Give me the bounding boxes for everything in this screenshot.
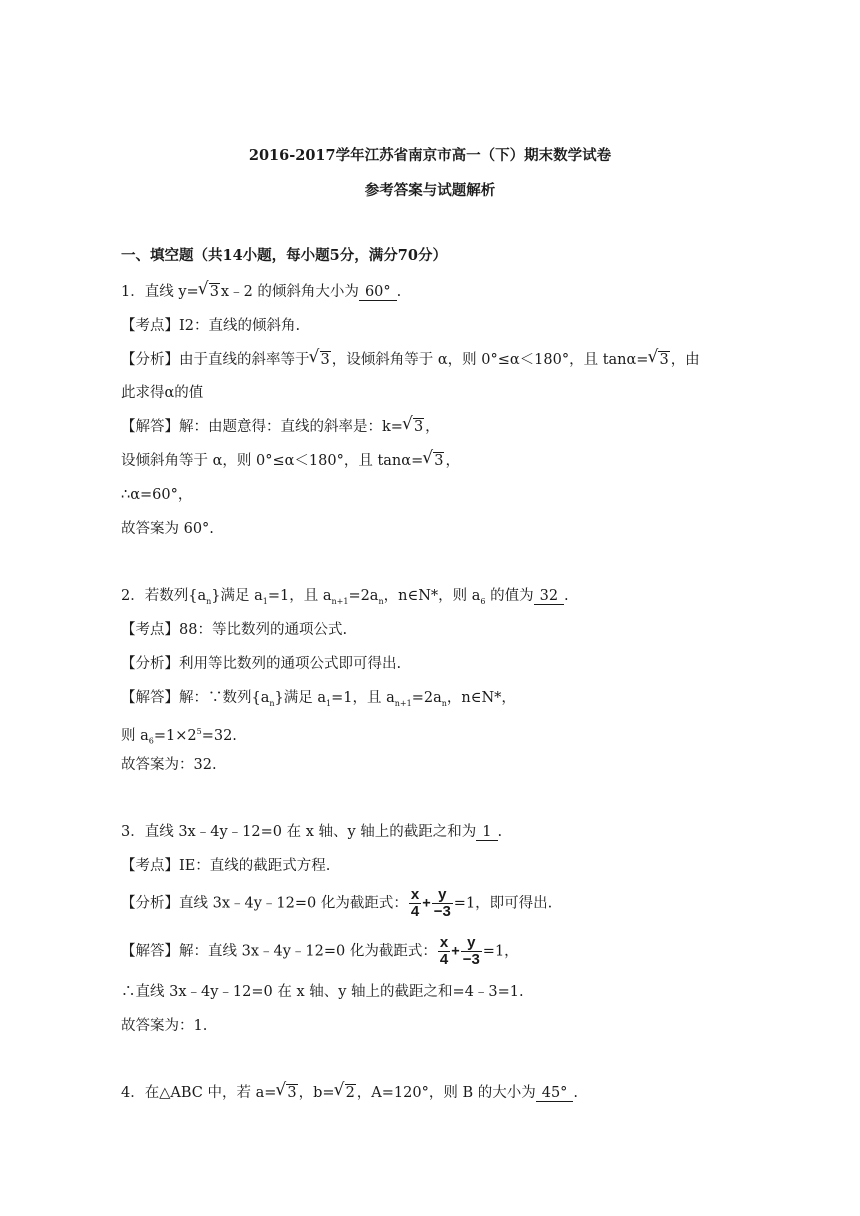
sqrt-symbol: √ 3 (311, 350, 331, 370)
sqrt-symbol: √ 3 (424, 451, 444, 471)
q2-fenxi: 【分析】利用等比数列的通项公式即可得出. (121, 656, 402, 672)
fraction: $\frac{y}{-3}$ (462, 934, 480, 968)
page-title: 2016-2017学年江苏省南京市高一（下）期末数学试卷 (248, 147, 612, 164)
fraction: $\frac{x}{4}$ (410, 886, 420, 920)
fraction: $\frac{y}{-3}$ (433, 886, 451, 920)
q1-jieda: 【解答】解：由题意得：直线的斜率是：k=√ 3 ， (121, 417, 440, 437)
sqrt-symbol: √ 2 (336, 1083, 356, 1103)
q3-kaodian: 【考点】IE：直线的截距式方程. (121, 858, 331, 874)
q3-fenxi: 【分析】直线 3x﹣4y﹣12=0 化为截距式： $\frac{x}{4}$ + $\frac{y}{-3}$ =1，即可得出. (121, 886, 553, 920)
q2-jieda-line2: 则 $a_6=1\times 2^5=32$. (121, 727, 237, 746)
q1-fenxi: 【分析】由于直线的斜率等于√ 3 ，设倾斜角等于 α，则 0°≤α＜180°，且 tanα=√ 3 ，由 (121, 350, 700, 370)
q1-jieda-line4: 故答案为 60°. (121, 521, 214, 537)
q1-fenxi-cont: 此求得α的值 (121, 385, 204, 401)
sqrt-symbol: √ 3 (277, 1083, 297, 1103)
q1-kaodian: 【考点】I2：直线的倾斜角. (121, 318, 301, 334)
fraction: $\frac{x}{4}$ (439, 934, 449, 968)
q2-answer: 32 (534, 588, 564, 605)
q3-jieda: 【解答】解：直线 3x﹣4y﹣12=0 化为截距式： $\frac{x}{4}$ + $\frac{y}{-3}$ =1， (121, 934, 519, 968)
q4-answer: 45° (536, 1085, 574, 1102)
q3-jieda-line3: 故答案为：1. (121, 1018, 208, 1034)
q3-stem: 3．直线 3x﹣4y﹣12=0 在 x 轴、y 轴上的截距之和为 1 . (121, 824, 503, 840)
q1-answer: 60° (359, 284, 397, 301)
q2-jieda: 【解答】解：∵数列$\{a_n\}$满足 $a_1=1$，且 $a_{n+1}=2a_n$，n∈N*， (121, 690, 516, 708)
q3-answer: 1 (476, 824, 497, 841)
q2-stem: 2．若数列$\{a_n\}$满足 $a_1=1$，且 $a_{n+1}=2a_n$，n∈N*，则 $a_6$ 的值为 32 . (121, 588, 569, 606)
sqrt-symbol: √ 3 (649, 350, 669, 370)
sqrt-symbol: √ 3 (404, 417, 424, 437)
q1-jieda-line3: ∴α=60°， (121, 487, 193, 503)
q4-stem: 4．在△ABC 中，若 a=√ 3 ，b=√ 2 ，A=120°，则 B 的大小为 45° . (121, 1083, 578, 1103)
q2-jieda-line3: 故答案为：32. (121, 757, 217, 773)
q1-jieda-line2: 设倾斜角等于 α，则 0°≤α＜180°，且 tanα=√ 3 ， (121, 451, 460, 471)
q3-jieda-line2: ∴直线 3x﹣4y﹣12=0 在 x 轴、y 轴上的截距之和=4﹣3=1. (121, 984, 524, 1000)
q2-kaodian: 【考点】88：等比数列的通项公式. (121, 622, 348, 638)
section-heading: 一、填空题（共14小题，每小题5分，满分70分） (121, 247, 447, 264)
q1-stem: 1．直线 y=√ 3 x﹣2 的倾斜角大小为 60° . (121, 282, 401, 302)
page-subtitle: 参考答案与试题解析 (364, 182, 496, 199)
sqrt-symbol: √ 3 (200, 282, 220, 302)
